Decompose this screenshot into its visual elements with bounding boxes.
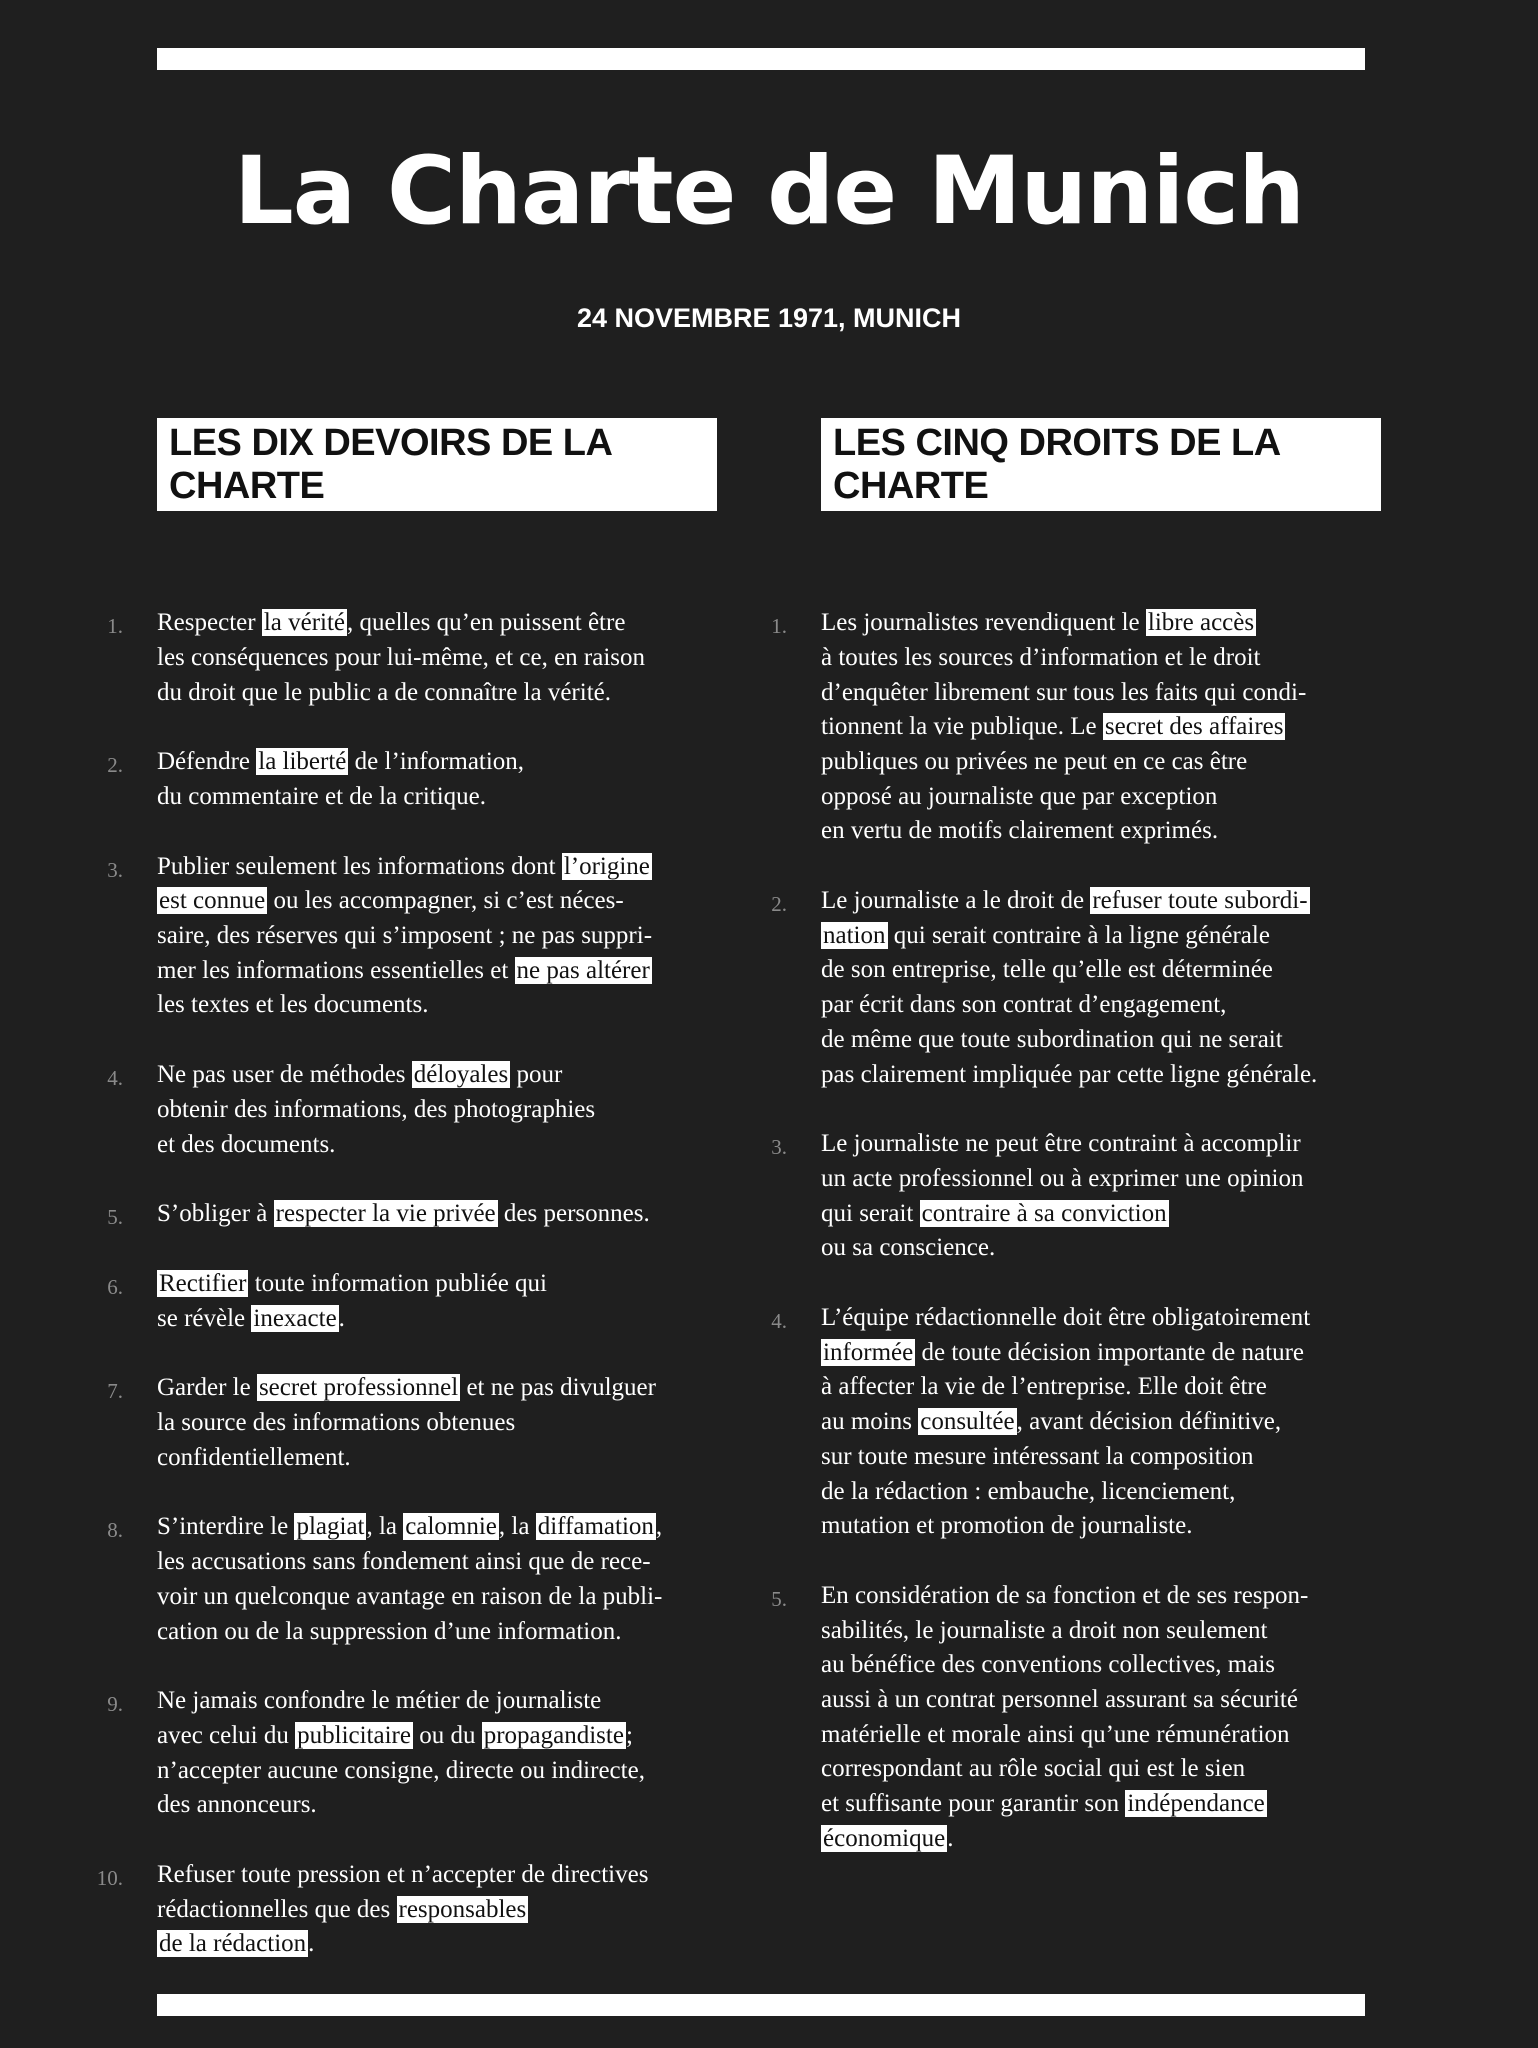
list-item: 7. Garder le secret professionnel et ne pas divulguer la source des informations obtenues confidentiellement. <box>157 1371 717 1475</box>
item-number: 1. <box>107 614 123 639</box>
list-item: 2. Le journaliste a le droit de refuser toute subordi- nation qui serait contraire à la ligne générale de son entreprise, telle qu’elle est déterminée par écrit dans son contrat d’engagement, de même que toute subordination qui ne serait pas clairement impliquée par cette ligne générale. <box>821 884 1381 1092</box>
item-number: 9. <box>107 1692 123 1717</box>
highlighted-term: inexacte <box>253 1304 337 1332</box>
highlighted-term: contraire à sa conviction <box>921 1199 1167 1227</box>
highlighted-term: de la rédaction <box>159 1930 307 1958</box>
rights-heading: LES CINQ DROITS DE LA CHARTE <box>821 418 1381 511</box>
highlighted-term: responsables <box>398 1895 527 1923</box>
highlighted-term: Rectifier <box>159 1269 247 1297</box>
item-number: 2. <box>107 753 123 778</box>
highlighted-term: la vérité <box>263 609 346 637</box>
list-item: 4. L’équipe rédactionnelle doit être obligatoirement informée de toute décision importante de nature à affecter la vie de l’entreprise. Elle doit être au moins consultée, avant décision définitive, sur toute mesure intéressant la composition de la rédaction : embauche, licenciement, mutation et promotion de journaliste. <box>821 1301 1381 1544</box>
duties-heading: LES DIX DEVOIRS DE LA CHARTE <box>157 418 717 511</box>
highlighted-term: est connue <box>159 887 266 915</box>
page-title: La Charte de Munich <box>233 137 1305 246</box>
item-number: 3. <box>107 857 123 882</box>
item-number: 10. <box>96 1866 123 1891</box>
highlighted-term: diffamation <box>537 1513 654 1541</box>
list-item: 4. Ne pas user de méthodes déloyales pour obtenir des informations, des photographies et des documents. <box>157 1058 717 1162</box>
item-number: 2. <box>771 892 787 917</box>
highlighted-term: libre accès <box>1147 609 1255 637</box>
item-number: 4. <box>107 1066 123 1091</box>
item-number: 5. <box>107 1205 123 1230</box>
highlighted-term: plagiat <box>296 1513 365 1541</box>
highlighted-term: propagandiste <box>483 1721 624 1749</box>
highlighted-term: refuser toute subordi- <box>1092 887 1308 915</box>
item-number: 5. <box>771 1586 787 1611</box>
list-item: 5. S’obliger à respecter la vie privée des personnes. <box>157 1197 717 1232</box>
highlighted-term: informée <box>823 1338 914 1366</box>
list-item: 9. Ne jamais confondre le métier de journaliste avec celui du publicitaire ou du propagandiste; n’accepter aucune consigne, directe ou indirecte, des annonceurs. <box>157 1684 717 1823</box>
list-item: 3. Le journaliste ne peut être contraint à accomplir un acte professionnel ou à exprimer une opinion qui serait contraire à sa conviction ou sa conscience. <box>821 1127 1381 1266</box>
item-number: 6. <box>107 1274 123 1299</box>
item-number: 3. <box>771 1135 787 1160</box>
list-item: 1. Les journalistes revendiquent le libre accès à toutes les sources d’information et le droit d’enquêter librement sur tous les faits qui condi- tionnent la vie publique. Le secret des affaires publiques ou privées ne peut en ce cas être opposé au journaliste que par exception en vertu de motifs clairement exprimés. <box>821 606 1381 849</box>
top-rule <box>157 48 1365 70</box>
list-item: 2. Défendre la liberté de l’information, du commentaire et de la critique. <box>157 745 717 814</box>
highlighted-term: secret professionnel <box>258 1374 459 1402</box>
highlighted-term: consultée <box>920 1408 1015 1436</box>
duties-list <box>96 606 717 1962</box>
page-subtitle: 24 NOVEMBRE 1971, MUNICH <box>576 303 962 333</box>
highlighted-term: déloyales <box>413 1061 509 1089</box>
duties-column <box>96 418 717 1958</box>
highlighted-term: publicitaire <box>297 1721 411 1749</box>
highlighted-term: ne pas altérer <box>516 956 650 984</box>
highlighted-term: nation <box>823 921 886 949</box>
highlighted-term: économique <box>823 1824 946 1852</box>
list-item: 5. En considération de sa fonction et de ses respon- sabilités, le journaliste a droit non seulement au bénéfice des conventions collectives, mais aussi à un contrat personnel assurant sa sécurité matérielle et morale ainsi qu’une rémunération correspondant au rôle social qui est le sien et suffisante pour garantir son indépendance économique. <box>821 1579 1381 1857</box>
list-item: 6. Rectifier toute information publiée qui se révèle inexacte. <box>157 1267 717 1336</box>
highlighted-term: respecter la vie privée <box>275 1200 496 1228</box>
highlighted-term: indépendance <box>1127 1790 1265 1818</box>
list-item: 10. Refuser toute pression et n’accepter de directives rédactionnelles que des responsables de la rédaction. <box>157 1858 717 1962</box>
list-item: 8. S’interdire le plagiat, la calomnie, la diffamation, les accusations sans fondement ainsi que de rece- voir un quelconque avantage en raison de la publi- cation ou de la suppression d’une information. <box>157 1510 717 1649</box>
highlighted-term: secret des affaires <box>1104 713 1284 741</box>
item-number: 4. <box>771 1309 787 1334</box>
highlighted-term: calomnie <box>405 1513 497 1541</box>
bottom-rule <box>157 1994 1365 2016</box>
item-number: 1. <box>771 614 787 639</box>
item-number: 8. <box>107 1518 123 1543</box>
highlighted-term: l’origine <box>563 852 650 880</box>
item-number: 7. <box>107 1379 123 1404</box>
list-item: 3. Publier seulement les informations dont l’origine est connue ou les accompagner, si c’est néces- saire, des réserves qui s’imposent ; ne pas suppri- mer les informations essentielles et ne pas altérer les textes et les documents. <box>157 850 717 1024</box>
rights-column <box>771 418 1381 1852</box>
list-item: 1. Respecter la vérité, quelles qu’en puissent être les conséquences pour lui-même, et ce, en raison du droit que le public a de connaître la vérité. <box>157 606 717 710</box>
rights-list <box>771 606 1381 1857</box>
highlighted-term: la liberté <box>258 748 347 776</box>
